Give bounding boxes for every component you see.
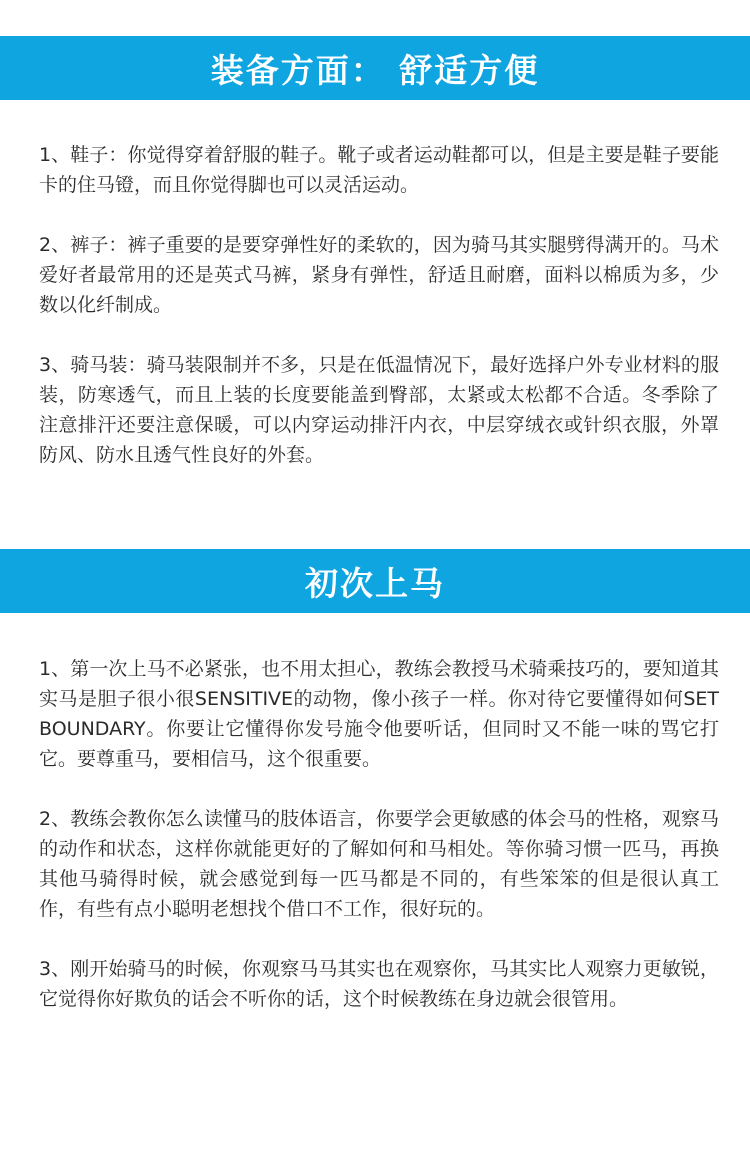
paragraph-observation: 3、刚开始骑马的时候，你观察马马其实也在观察你，马其实比人观察力更敏锐，它觉得你好欺负的话会不听你的话，这个时候教练在身边就会很管用。 <box>39 958 719 1010</box>
section-title-equipment: 装备方面： 舒适方便 <box>210 50 540 90</box>
first-ride-section <box>39 654 719 1044</box>
paragraph-pants: 2、裤子：裤子重要的是要穿弹性好的柔软的，因为骑马其实腿劈得满开的。马术爱好者最常用的还是英式马裤，紧身有弹性，舒适且耐磨，面料以棉质为多，少数以化纤制成。 <box>39 234 719 316</box>
equipment-section <box>39 140 719 500</box>
section-banner-equipment <box>0 36 750 100</box>
paragraph-body-language: 2、教练会教你怎么读懂马的肢体语言，你要学会更敏感的体会马的性格，观察马的动作和状态，这样你就能更好的了解如何和马相处。等你骑习惯一匹马，再换其他马骑得时候，就会感觉到每一匹马都是不同的，有些笨笨的但是很认真工作，有些有点小聪明老想找个借口不工作，很好玩的。 <box>39 808 719 920</box>
paragraph-first-mount: 1、第一次上马不必紧张，也不用太担心，教练会教授马术骑乘技巧的，要知道其实马是胆子很小很SENSITIVE的动物，像小孩子一样。你对待它要懂得如何SET BOUNDARY。你要让它懂得你发号施令他要听话，但同时又不能一味的骂它打它。要尊重马，要相信马，这个很重要。 <box>39 658 719 770</box>
section-banner-first-ride <box>0 549 750 613</box>
paragraph-riding-wear: 3、骑马装：骑马装限制并不多，只是在低温情况下，最好选择户外专业材料的服装，防寒透气，而且上装的长度要能盖到臀部，太紧或太松都不合适。冬季除了注意排汗还要注意保暖，可以内穿运动排汗内衣，中层穿绒衣或针织衣服，外罩防风、防水且透气性良好的外套。 <box>39 354 719 466</box>
section-title-first-ride: 初次上马 <box>305 563 445 603</box>
paragraph-shoes: 1、鞋子：你觉得穿着舒服的鞋子。靴子或者运动鞋都可以，但是主要是鞋子要能卡的住马镫，而且你觉得脚也可以灵活运动。 <box>39 144 719 196</box>
